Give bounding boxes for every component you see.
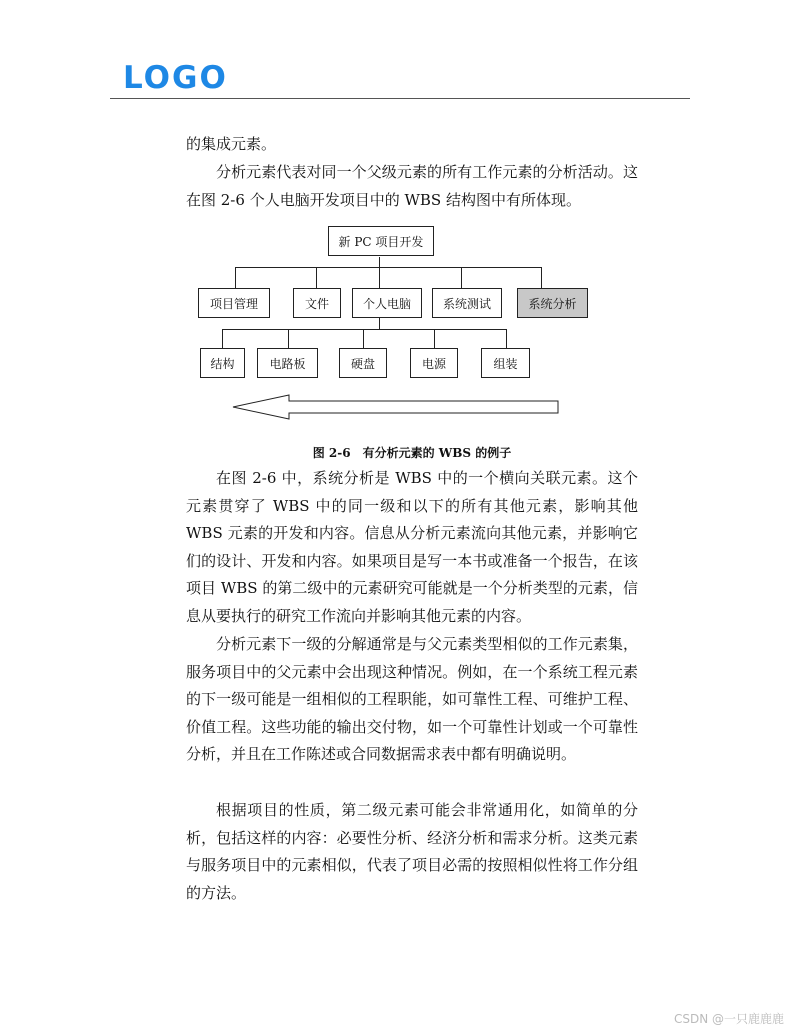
logo: LOGO bbox=[123, 60, 228, 96]
wbs-node-power: 电源 bbox=[410, 348, 458, 378]
connector-level3-3 bbox=[363, 329, 364, 349]
connector-level3-5 bbox=[506, 329, 507, 349]
paragraph-2: 在图 2-6 中，系统分析是 WBS 中的一个横向关联元素。这个元素贯穿了 WBS 中的同一级和以下的所有其他元素，影响其他 WBS 元素的开发和内容。信息从分析元素流向其他元素，并影响它们的设计、开发和内容。如果项目是写一本书或准备一个报告，在该项目 WBS 的第二级中的元素研究可能就是一个分析类型的元素，信息从要执行的研究工作流向并影响其他元素的内容。 bbox=[186, 469, 638, 625]
wbs-node-hard-disk: 硬盘 bbox=[339, 348, 387, 378]
wbs-node-structure: 结构 bbox=[200, 348, 245, 378]
wbs-root-box: 新 PC 项目开发 bbox=[328, 226, 434, 256]
wbs-diagram bbox=[195, 224, 577, 424]
paragraph-1: 分析元素代表对同一个父级元素的所有工作元素的分析活动。这在图 2-6 个人电脑开发项目中的 WBS 结构图中有所体现。 bbox=[186, 163, 638, 209]
wbs-node-system-analysis: 系统分析 bbox=[517, 288, 588, 318]
wbs-node-system-test: 系统测试 bbox=[432, 288, 502, 318]
wbs-node-personal-computer: 个人电脑 bbox=[352, 288, 422, 318]
connector-level2-4 bbox=[461, 267, 462, 289]
watermark: CSDN @一只鹿鹿鹿 bbox=[673, 1012, 784, 1026]
left-flow-arrow-icon bbox=[195, 392, 565, 422]
figure-caption: 图 2-6 有分析元素的 WBS 的例子 bbox=[312, 446, 512, 460]
connector-level3-2 bbox=[288, 329, 289, 349]
connector-level2-1 bbox=[235, 267, 236, 289]
connector-level3-bar bbox=[222, 329, 507, 330]
header-divider bbox=[110, 98, 690, 99]
connector-level2-5 bbox=[541, 267, 542, 289]
wbs-node-project-management: 项目管理 bbox=[198, 288, 270, 318]
connector-level3-4 bbox=[434, 329, 435, 349]
connector-level2-bar bbox=[235, 267, 541, 268]
paragraph-4: 根据项目的性质，第二级元素可能会非常通用化，如简单的分析，包括这样的内容：必要性分析、经济分析和需求分析。这类元素与服务项目中的元素相似，代表了项目必需的按照相似性将工作分组的方法。 bbox=[186, 801, 638, 902]
wbs-node-documents: 文件 bbox=[293, 288, 341, 318]
paragraph-continuation: 的集成元素。 bbox=[186, 135, 277, 153]
connector-level3-1 bbox=[222, 329, 223, 349]
connector-level2-3 bbox=[379, 267, 380, 289]
wbs-node-assembly: 组装 bbox=[481, 348, 530, 378]
wbs-node-circuit-board: 电路板 bbox=[257, 348, 318, 378]
paragraph-3: 分析元素下一级的分解通常是与父元素类型相似的工作元素集，服务项目中的父元素中会出现这种情况。例如，在一个系统工程元素的下一级可能是一组相似的工程职能，如可靠性工程、可维护工程、价值工程。这些功能的输出交付物，如一个可靠性计划或一个可靠性分析，并且在工作陈述或合同数据需求表中都有明确说明。 bbox=[186, 635, 638, 764]
connector-level2-2 bbox=[316, 267, 317, 289]
